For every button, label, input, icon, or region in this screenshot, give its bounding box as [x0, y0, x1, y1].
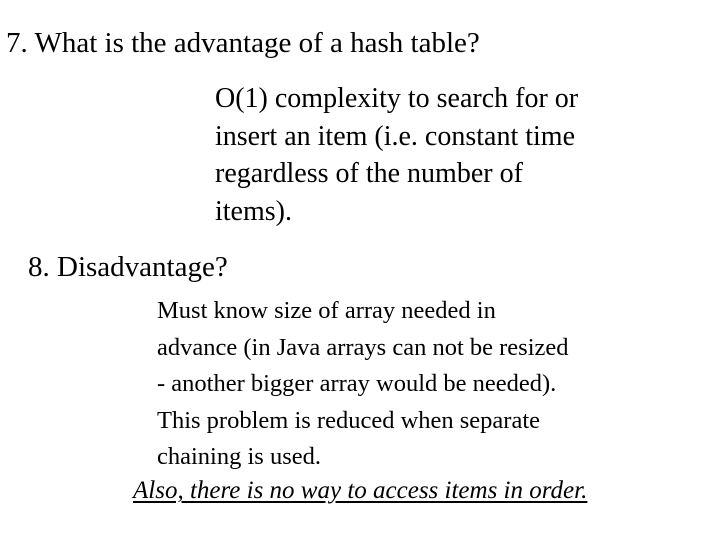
- answer-7-line: O(1) complexity to search for or: [215, 83, 579, 114]
- answer-8-line: - another bigger array would be needed).: [157, 370, 557, 397]
- question-7-text: What is the advantage of a hash table?: [34, 27, 480, 59]
- answer-7: [215, 80, 578, 230]
- answer-8-line: This problem is reduced when separate: [157, 406, 541, 434]
- answer-8-note: Also, there is no way to access items in order.: [133, 477, 588, 504]
- answer-8-line: chaining is used.: [157, 443, 321, 470]
- answer-7-line: regardless of the number of: [215, 158, 523, 189]
- answer-8-line: advance (in Java arrays can not be resized: [157, 333, 569, 361]
- question-8-number: 8.: [28, 251, 50, 283]
- answer-8-line: Must know size of array needed in: [157, 297, 496, 324]
- answer-8: [157, 293, 569, 476]
- question-7: [6, 26, 480, 60]
- question-8-text: Disadvantage?: [57, 251, 228, 283]
- answer-7-line: items).: [215, 195, 292, 227]
- question-8: [28, 250, 228, 284]
- answer-7-line: insert an item (i.e. constant time: [215, 120, 576, 152]
- question-7-number: 7.: [6, 27, 28, 59]
